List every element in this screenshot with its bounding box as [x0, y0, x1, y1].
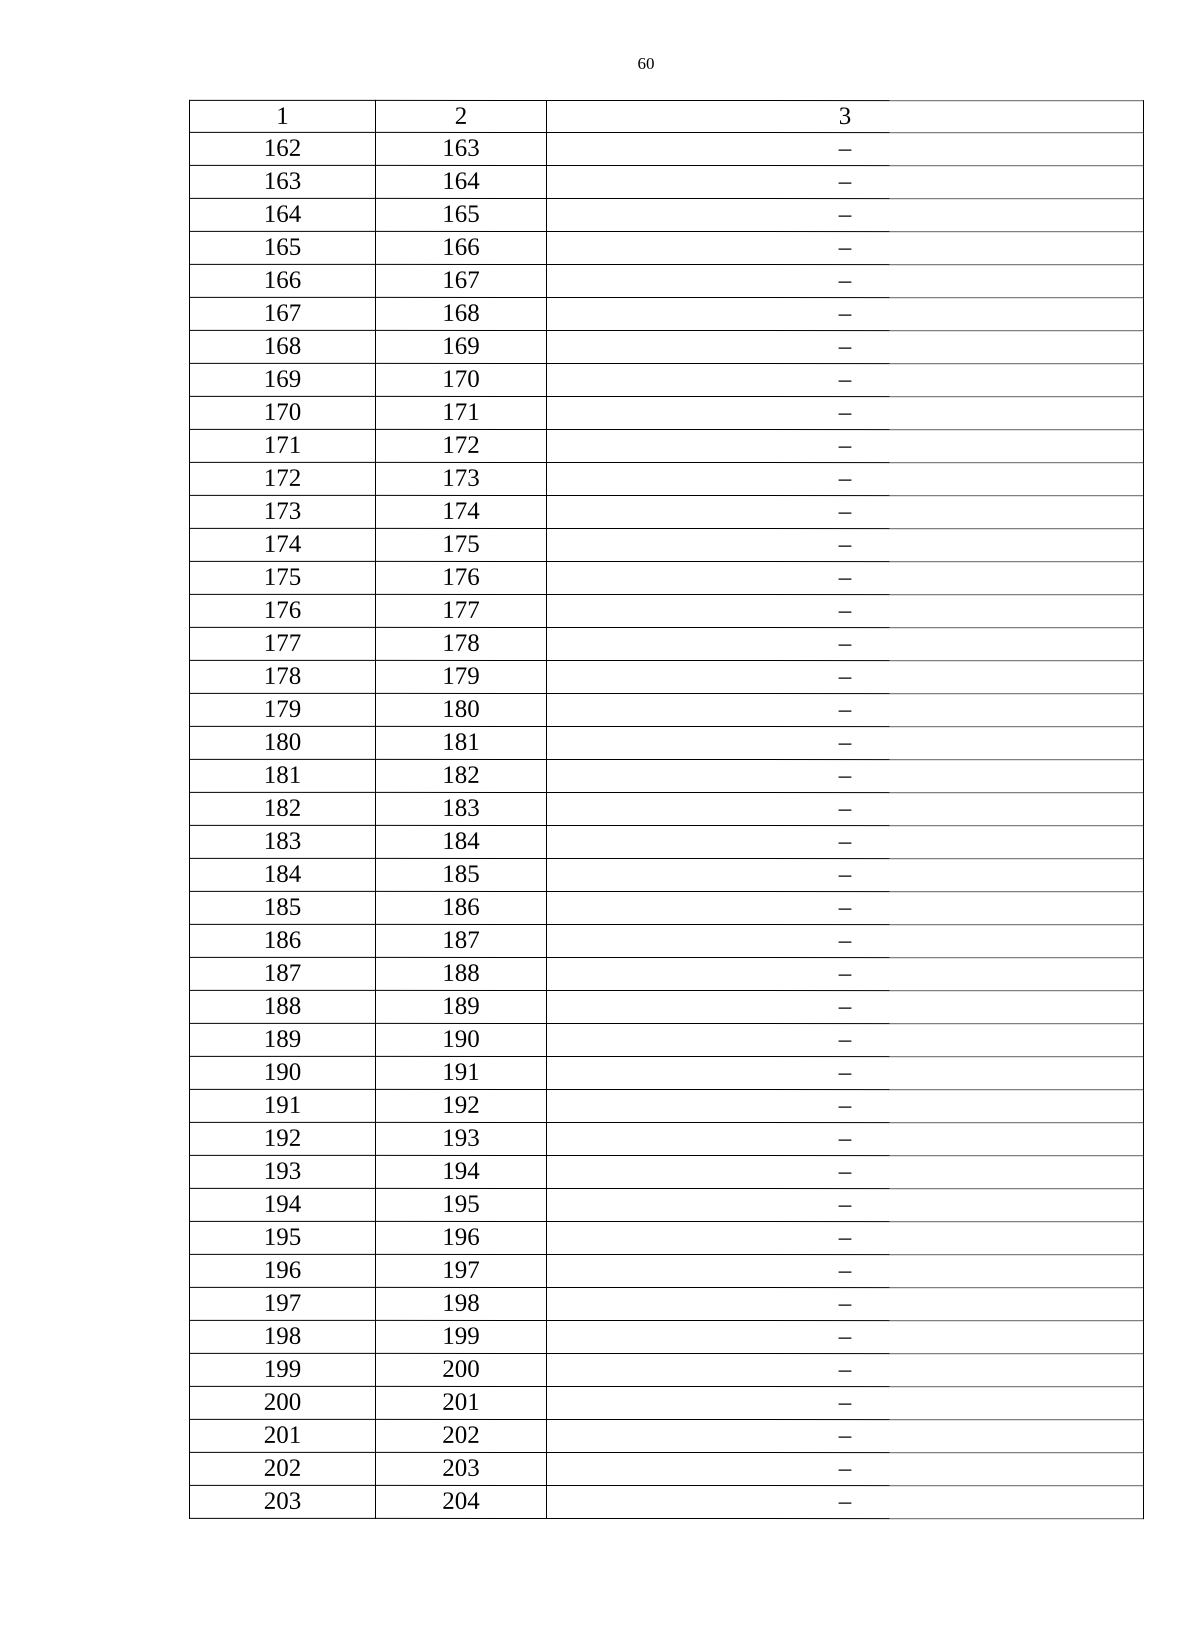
- table-cell-col-2: 186: [376, 891, 547, 924]
- table-cell-col-3: –: [547, 1386, 1144, 1419]
- table-cell-col-2: 203: [376, 1452, 547, 1485]
- table-cell-col-1: 197: [190, 1287, 376, 1320]
- table-cell-col-3: –: [547, 891, 1144, 924]
- table-cell-col-3: –: [547, 1155, 1144, 1188]
- table-cell-col-1: 191: [190, 1089, 376, 1122]
- table-row: [190, 198, 1144, 231]
- table-cell-col-2: 194: [376, 1155, 547, 1188]
- table-cell-col-1: 182: [190, 792, 376, 825]
- table-row: [190, 1221, 1144, 1254]
- table-cell-col-2: 199: [376, 1320, 547, 1353]
- table-cell-col-1: 201: [190, 1419, 376, 1452]
- table-cell-col-2: 192: [376, 1089, 547, 1122]
- table-cell-col-2: 193: [376, 1122, 547, 1155]
- table-cell-col-3: –: [547, 297, 1144, 330]
- table-cell-col-3: –: [547, 1287, 1144, 1320]
- table-cell-col-1: 167: [190, 297, 376, 330]
- table-cell-col-1: 199: [190, 1353, 376, 1386]
- table-cell-col-1: 171: [190, 429, 376, 462]
- table-cell-col-3: –: [547, 1056, 1144, 1089]
- table-row: [190, 132, 1144, 165]
- table-cell-col-2: 181: [376, 726, 547, 759]
- table-row: [190, 1485, 1144, 1518]
- header-row: [190, 100, 1144, 132]
- table-cell-col-3: –: [547, 198, 1144, 231]
- table-row: [190, 561, 1144, 594]
- table-cell-col-1: 186: [190, 924, 376, 957]
- table-row: [190, 528, 1144, 561]
- table-body: [190, 132, 1144, 1518]
- table-cell-col-2: 167: [376, 264, 547, 297]
- table-row: [190, 924, 1144, 957]
- table-cell-col-2: 188: [376, 957, 547, 990]
- table-row: [190, 1155, 1144, 1188]
- table-cell-col-2: 173: [376, 462, 547, 495]
- table-cell-col-1: 192: [190, 1122, 376, 1155]
- table-cell-col-3: –: [547, 231, 1144, 264]
- table-row: [190, 396, 1144, 429]
- table-cell-col-2: 178: [376, 627, 547, 660]
- table-cell-col-3: –: [547, 957, 1144, 990]
- table-cell-col-3: –: [547, 1089, 1144, 1122]
- table-cell-col-2: 172: [376, 429, 547, 462]
- table-cell-col-2: 185: [376, 858, 547, 891]
- table-cell-col-1: 203: [190, 1485, 376, 1518]
- table-cell-col-1: 202: [190, 1452, 376, 1485]
- table-cell-col-3: –: [547, 132, 1144, 165]
- table-cell-col-2: 183: [376, 792, 547, 825]
- table-cell-col-2: 180: [376, 693, 547, 726]
- table-cell-col-2: 169: [376, 330, 547, 363]
- table-cell-col-2: 200: [376, 1353, 547, 1386]
- table-cell-col-2: 202: [376, 1419, 547, 1452]
- table-cell-col-1: 173: [190, 495, 376, 528]
- table-row: [190, 297, 1144, 330]
- table-row: [190, 1353, 1144, 1386]
- table-cell-col-2: 187: [376, 924, 547, 957]
- table-row: [190, 363, 1144, 396]
- table-row: [190, 660, 1144, 693]
- table-cell-col-2: 164: [376, 165, 547, 198]
- table-cell-col-1: 176: [190, 594, 376, 627]
- column-header-1: 1: [190, 100, 376, 132]
- table-cell-col-3: –: [547, 1320, 1144, 1353]
- table-row: [190, 1188, 1144, 1221]
- table-cell-col-1: 180: [190, 726, 376, 759]
- table-cell-col-2: 195: [376, 1188, 547, 1221]
- table-row: [190, 495, 1144, 528]
- table-row: [190, 1056, 1144, 1089]
- table-cell-col-2: 191: [376, 1056, 547, 1089]
- table-cell-col-3: –: [547, 165, 1144, 198]
- table-cell-col-3: –: [547, 924, 1144, 957]
- table-cell-col-1: 163: [190, 165, 376, 198]
- table-cell-col-2: 190: [376, 1023, 547, 1056]
- table-cell-col-2: 184: [376, 825, 547, 858]
- table-cell-col-3: –: [547, 1419, 1144, 1452]
- table-cell-col-3: –: [547, 1254, 1144, 1287]
- table-cell-col-3: –: [547, 363, 1144, 396]
- table-cell-col-1: 194: [190, 1188, 376, 1221]
- table-cell-col-3: –: [547, 594, 1144, 627]
- table-cell-col-1: 185: [190, 891, 376, 924]
- table-cell-col-3: –: [547, 264, 1144, 297]
- table-cell-col-2: 168: [376, 297, 547, 330]
- table-cell-col-3: –: [547, 1485, 1144, 1518]
- table-row: [190, 1122, 1144, 1155]
- table-cell-col-1: 169: [190, 363, 376, 396]
- table-cell-col-3: –: [547, 990, 1144, 1023]
- table-cell-col-1: 166: [190, 264, 376, 297]
- table-cell-col-1: 196: [190, 1254, 376, 1287]
- table-cell-col-2: 174: [376, 495, 547, 528]
- table-cell-col-1: 200: [190, 1386, 376, 1419]
- table-cell-col-2: 204: [376, 1485, 547, 1518]
- table-row: [190, 1287, 1144, 1320]
- table-cell-col-2: 201: [376, 1386, 547, 1419]
- table-row: [190, 693, 1144, 726]
- table-row: [190, 1023, 1144, 1056]
- table-cell-col-3: –: [547, 1023, 1144, 1056]
- column-header-3: 3: [547, 100, 1144, 132]
- table-cell-col-2: 179: [376, 660, 547, 693]
- table-cell-col-2: 166: [376, 231, 547, 264]
- table-cell-col-1: 165: [190, 231, 376, 264]
- table-row: [190, 330, 1144, 363]
- table-row: [190, 1452, 1144, 1485]
- table-cell-col-3: –: [547, 858, 1144, 891]
- table-row: [190, 462, 1144, 495]
- table-row: [190, 825, 1144, 858]
- table-cell-col-1: 195: [190, 1221, 376, 1254]
- table-row: [190, 792, 1144, 825]
- table-cell-col-2: 198: [376, 1287, 547, 1320]
- table-cell-col-3: –: [547, 693, 1144, 726]
- table-row: [190, 1386, 1144, 1419]
- table-row: [190, 627, 1144, 660]
- table-cell-col-3: –: [547, 429, 1144, 462]
- table-cell-col-1: 164: [190, 198, 376, 231]
- column-header-2: 2: [376, 100, 547, 132]
- table-row: [190, 990, 1144, 1023]
- table-cell-col-2: 189: [376, 990, 547, 1023]
- table-row: [190, 858, 1144, 891]
- table-cell-col-3: –: [547, 759, 1144, 792]
- table-cell-col-3: –: [547, 627, 1144, 660]
- table-header: [190, 100, 1144, 132]
- table-row: [190, 165, 1144, 198]
- table-cell-col-2: 175: [376, 528, 547, 561]
- table-cell-col-1: 183: [190, 825, 376, 858]
- table-cell-col-1: 198: [190, 1320, 376, 1353]
- table-cell-col-1: 179: [190, 693, 376, 726]
- table-cell-col-2: 165: [376, 198, 547, 231]
- table-cell-col-2: 177: [376, 594, 547, 627]
- table-cell-col-3: –: [547, 462, 1144, 495]
- table-cell-col-1: 172: [190, 462, 376, 495]
- table-cell-col-3: –: [547, 825, 1144, 858]
- table-cell-col-2: 182: [376, 759, 547, 792]
- page-number: 60: [637, 54, 655, 73]
- table-cell-col-2: 171: [376, 396, 547, 429]
- table-row: [190, 891, 1144, 924]
- table-cell-col-1: 177: [190, 627, 376, 660]
- table-cell-col-3: –: [547, 495, 1144, 528]
- table-row: [190, 1320, 1144, 1353]
- table-row: [190, 429, 1144, 462]
- table-cell-col-1: 184: [190, 858, 376, 891]
- table-cell-col-1: 181: [190, 759, 376, 792]
- table-cell-col-3: –: [547, 396, 1144, 429]
- table-cell-col-1: 175: [190, 561, 376, 594]
- table-cell-col-3: –: [547, 1122, 1144, 1155]
- table-row: [190, 1254, 1144, 1287]
- table-cell-col-3: –: [547, 1452, 1144, 1485]
- table-cell-col-3: –: [547, 792, 1144, 825]
- table-cell-col-3: –: [547, 1221, 1144, 1254]
- table-row: [190, 264, 1144, 297]
- table-cell-col-1: 193: [190, 1155, 376, 1188]
- table-row: [190, 1419, 1144, 1452]
- table-cell-col-1: 170: [190, 396, 376, 429]
- table-cell-col-1: 178: [190, 660, 376, 693]
- table-cell-col-1: 168: [190, 330, 376, 363]
- table-row: [190, 1089, 1144, 1122]
- table-cell-col-2: 170: [376, 363, 547, 396]
- table-cell-col-2: 176: [376, 561, 547, 594]
- table-cell-col-3: –: [547, 1353, 1144, 1386]
- table-row: [190, 231, 1144, 264]
- table-cell-col-3: –: [547, 561, 1144, 594]
- table-cell-col-1: 188: [190, 990, 376, 1023]
- table-cell-col-1: 174: [190, 528, 376, 561]
- table-cell-col-3: –: [547, 528, 1144, 561]
- table-cell-col-2: 163: [376, 132, 547, 165]
- table-cell-col-3: –: [547, 330, 1144, 363]
- table-cell-col-3: –: [547, 1188, 1144, 1221]
- table-cell-col-1: 190: [190, 1056, 376, 1089]
- table-cell-col-3: –: [547, 726, 1144, 759]
- table-cell-col-1: 187: [190, 957, 376, 990]
- data-table: [189, 100, 1144, 1519]
- table-cell-col-1: 189: [190, 1023, 376, 1056]
- table-cell-col-2: 197: [376, 1254, 547, 1287]
- table-cell-col-1: 162: [190, 132, 376, 165]
- table-row: [190, 759, 1144, 792]
- table-cell-col-3: –: [547, 660, 1144, 693]
- table-row: [190, 726, 1144, 759]
- table-row: [190, 957, 1144, 990]
- table-row: [190, 594, 1144, 627]
- table-cell-col-2: 196: [376, 1221, 547, 1254]
